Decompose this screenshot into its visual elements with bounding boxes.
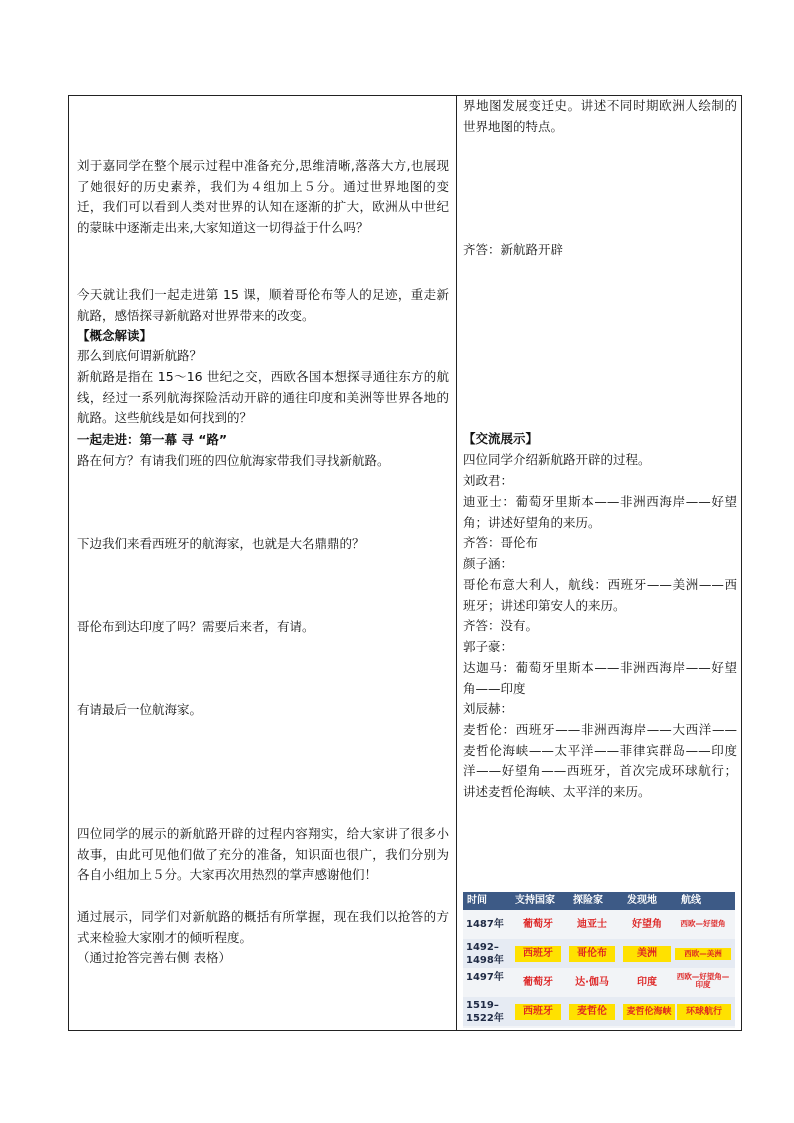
table-row — [463, 968, 735, 997]
header-route: 航线 — [681, 895, 701, 906]
cell-route: 环球航行 — [677, 1004, 731, 1020]
cell-place: 麦哲伦海峡 — [623, 1004, 675, 1020]
student-liu-zhengjun: 刘政君： — [463, 473, 514, 488]
student-guo-zihao: 郭子豪： — [463, 639, 514, 654]
student-column — [463, 96, 737, 1030]
cell-explorer: 迪亚士 — [577, 919, 607, 930]
cell-explorer: 达·伽马 — [575, 977, 609, 988]
paragraph-last: 有请最后一位航海家。 — [77, 702, 203, 717]
cell-place: 美洲 — [623, 946, 671, 962]
paragraph-lesson-start: 今天就让我们一起走进第 15 课，顺着哥伦布等人的足迹，重走新航路，感悟探寻新航路对世界带来的改变。 — [77, 287, 449, 323]
route-dias: 迪亚士：葡萄牙里斯本——非洲西海岸——好望角；讲述好望角的来历。 — [463, 494, 737, 530]
cell-country: 葡萄牙 — [523, 919, 553, 930]
cell-route: 西欧—好望角—印度 — [676, 972, 730, 989]
paragraph-note: （通过抢答完善右侧 表格） — [77, 950, 231, 965]
cell-explorer: 麦哲伦 — [569, 1004, 615, 1020]
cell-explorer: 哥伦布 — [569, 946, 615, 962]
cell-time: 1519–1522年 — [466, 1000, 504, 1024]
route-columbus: 哥伦布意大利人，航线：西班牙——美洲——西班牙；讲述印第安人的来历。 — [463, 577, 737, 613]
table-row — [463, 939, 735, 968]
paragraph-intro: 刘于嘉同学在整个展示过程中准备充分,思维清晰,落落大方,也展现了她很好的历史素养，我们为４组加上５分。通过世界地图的变迁，我们可以看到人类对世界的认知在逐渐的扩大，欧洲从中世纪的蒙昧中逐渐走出来,大家知道这一切得益于什么吗？ — [77, 158, 449, 235]
answer-columbus: 齐答：哥伦布 — [463, 535, 539, 550]
teacher-column — [77, 96, 449, 1030]
paragraph-question: 那么到底何谓新航路？ — [77, 348, 203, 363]
cell-country: 葡萄牙 — [523, 977, 553, 988]
table-row — [463, 910, 735, 939]
route-summary-table — [463, 892, 735, 1028]
paragraph-navigators: 路在何方？有请我们班的四位航海家带我们寻找新航路。 — [77, 453, 390, 468]
cell-place: 印度 — [637, 977, 657, 988]
heading-exchange: 【交流展示】 — [463, 431, 539, 446]
cell-route: 西欧—美洲 — [675, 948, 731, 960]
table-row — [463, 997, 735, 1026]
paragraph-quiz: 通过展示，同学们对新航路的概括有所掌握，现在我们以抢答的方式来检验大家刚才的倾听程度。 — [77, 909, 449, 945]
cell-time: 1497年 — [466, 972, 504, 983]
heading-concept: 【概念解读】 — [77, 328, 153, 343]
student-yan-zihan: 颜子涵： — [463, 556, 514, 571]
paragraph-summary: 四位同学的展示的新航路开辟的过程内容翔实，给大家讲了很多小故事，由此可见他们做了充分的准备，知识面也很广，我们分别为各自小组加上５分。大家再次用热烈的掌声感谢他们！ — [77, 826, 449, 882]
paragraph-four-students: 四位同学介绍新航路开辟的过程。 — [463, 452, 651, 467]
paragraph-spain: 下边我们来看西班牙的航海家，也就是大名鼎鼎的？ — [77, 536, 365, 551]
heading-act-one: 一起走进：第一幕 寻 “路” — [77, 432, 228, 447]
column-divider — [456, 96, 457, 1030]
student-liu-chenhe: 刘辰赫： — [463, 701, 514, 716]
header-time: 时间 — [467, 895, 487, 906]
route-da-gama: 达迦马：葡萄牙里斯本——非洲西海岸——好望角——印度 — [463, 660, 737, 696]
answer-new-route: 齐答：新航路开辟 — [463, 242, 564, 257]
answer-no: 齐答：没有。 — [463, 618, 539, 633]
paragraph-map-history: 界地图发展变迁史。讲述不同时期欧洲人绘制的世界地图的特点。 — [463, 98, 737, 134]
paragraph-columbus: 哥伦布到达印度了吗？需要后来者，有请。 — [77, 619, 315, 634]
header-explorer: 探险家 — [573, 895, 603, 906]
paragraph-definition: 新航路是指在 15～16 世纪之交，西欧各国本想探寻通往东方的航线，经过一系列航海探险活动开辟的通往印度和美洲等世界各地的航路。这些航线是如何找到的？ — [77, 369, 449, 425]
header-place: 发现地 — [627, 895, 657, 906]
cell-time: 1487年 — [466, 919, 504, 930]
cell-country: 西班牙 — [515, 946, 561, 962]
cell-place: 好望角 — [632, 919, 662, 930]
lesson-table — [68, 95, 742, 1031]
route-table-header — [463, 892, 735, 910]
cell-route: 西欧—好望角 — [680, 919, 726, 928]
header-country: 支持国家 — [515, 895, 555, 906]
cell-time: 1492–1498年 — [466, 942, 504, 966]
cell-country: 西班牙 — [515, 1004, 561, 1020]
route-magellan: 麦哲伦：西班牙——非洲西海岸——大西洋——麦哲伦海峡——太平洋——菲律宾群岛——印度洋——好望角——西班牙，首次完成环球航行；讲述麦哲伦海峡、太平洋的来历。 — [463, 722, 737, 799]
